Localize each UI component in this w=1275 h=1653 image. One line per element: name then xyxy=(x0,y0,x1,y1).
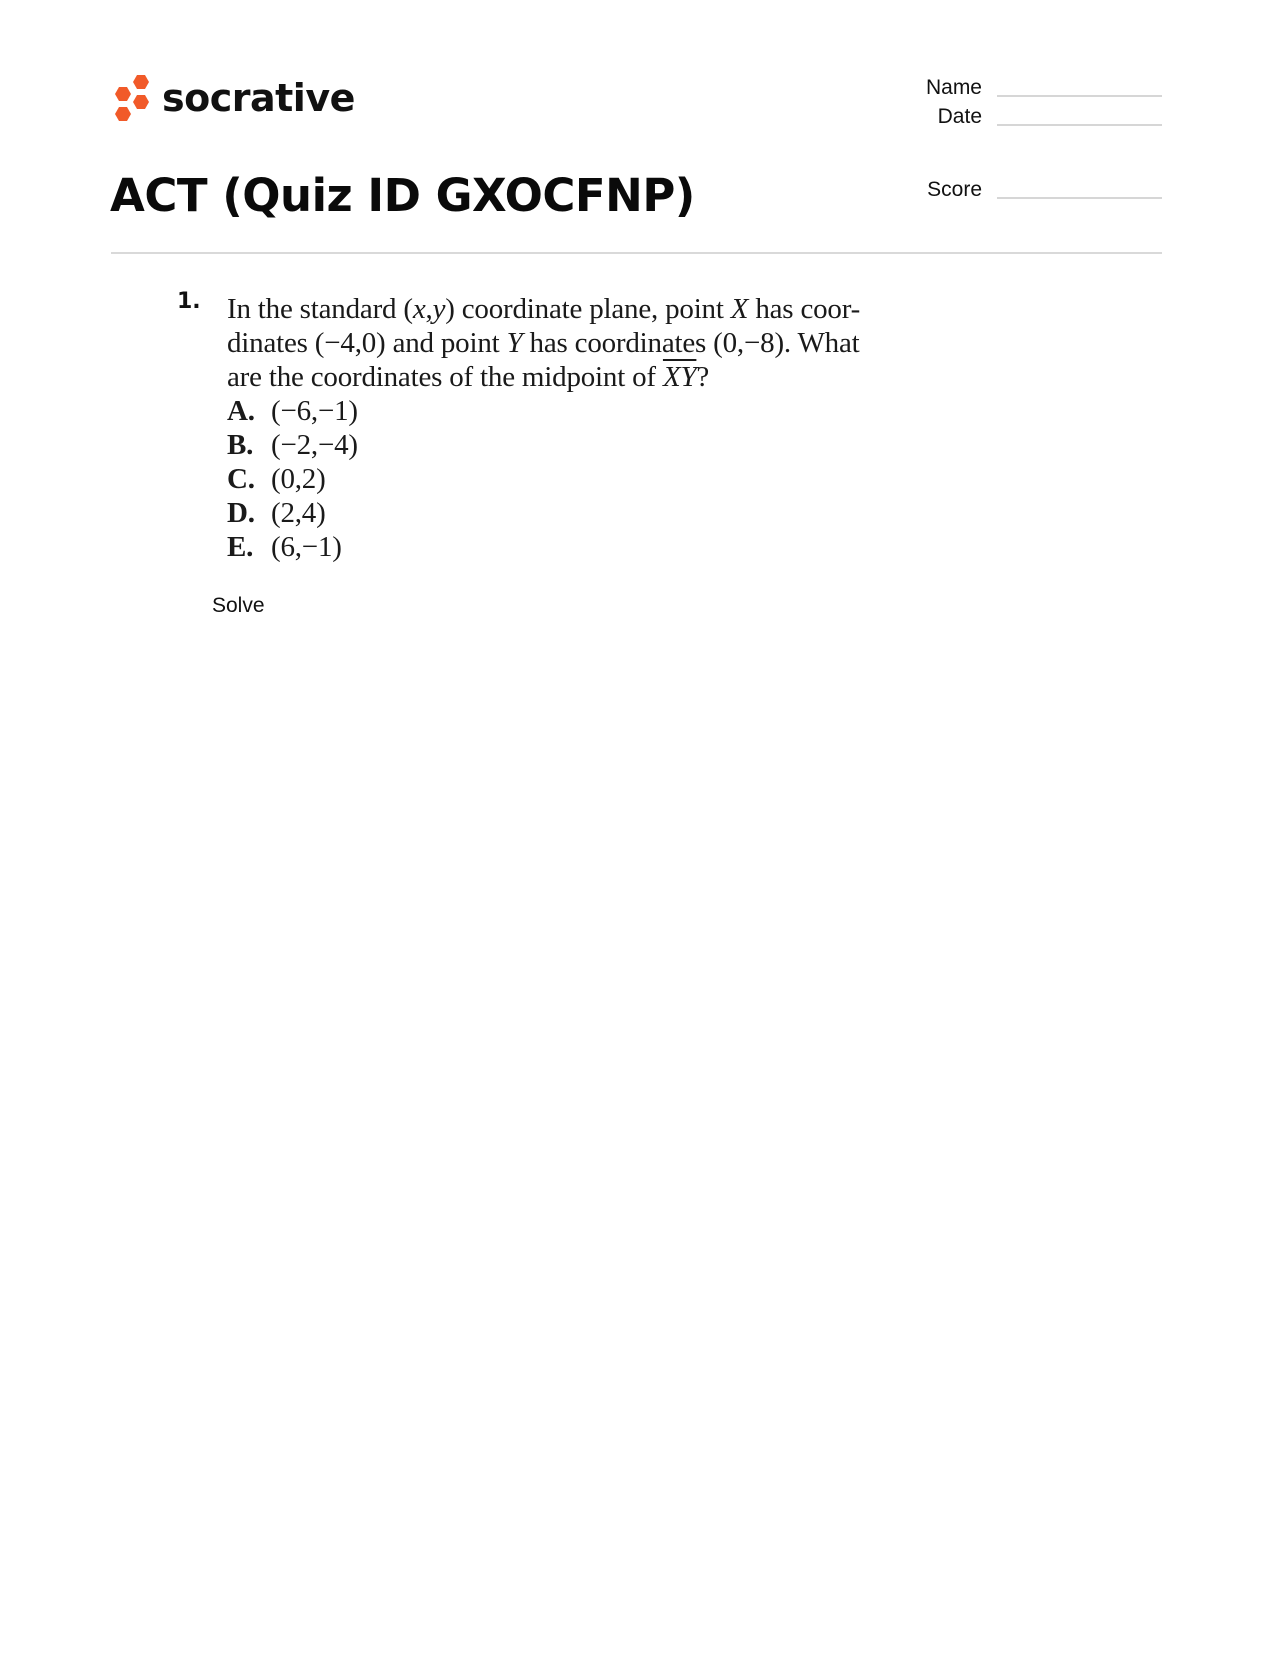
choice-d xyxy=(227,496,927,530)
choice-c xyxy=(227,462,927,496)
segment-xy: $\overline{XY}$ xyxy=(662,361,697,393)
choice-letter: E. xyxy=(227,531,254,563)
answer-prompt: Solve xyxy=(212,594,265,617)
choice-value: (−6,−1) xyxy=(271,395,358,427)
choice-letter: C. xyxy=(227,463,255,495)
question-line-2: dinates (−4,0) and point Y has coordinates (0,−8). What xyxy=(227,327,860,359)
question-body xyxy=(227,292,927,564)
choice-value: (−2,−4) xyxy=(271,429,358,461)
question-line-1: In the standard (x,y) coordinate plane, point X has coor- xyxy=(227,293,861,325)
score-label: Score xyxy=(927,178,982,201)
choice-b xyxy=(227,428,927,462)
name-label: Name xyxy=(925,76,982,99)
question-number: 1. xyxy=(177,289,201,314)
brand-name: socrative xyxy=(162,76,355,120)
choice-value: (0,2) xyxy=(271,463,326,495)
choice-value: (6,−1) xyxy=(271,531,342,563)
quiz-title: ACT (Quiz ID GXOCFNP) xyxy=(110,169,695,222)
score-blank-line xyxy=(997,197,1162,199)
choice-a xyxy=(227,394,927,428)
choice-e xyxy=(227,530,927,564)
date-label: Date xyxy=(937,105,982,128)
score-field xyxy=(872,178,1162,202)
question-line-3: are the coordinates of the midpoint of $\overline{XY}$? xyxy=(227,361,710,393)
name-blank-line xyxy=(997,95,1162,97)
hexagon-cluster-icon xyxy=(110,73,152,123)
date-blank-line xyxy=(997,124,1162,126)
socrative-logo xyxy=(110,72,355,124)
name-field xyxy=(872,76,1162,100)
choice-letter: B. xyxy=(227,429,254,461)
choice-value: (2,4) xyxy=(271,497,326,529)
choice-letter: D. xyxy=(227,497,255,529)
date-field xyxy=(872,105,1162,129)
choice-letter: A. xyxy=(227,395,255,427)
header-divider xyxy=(111,252,1162,254)
